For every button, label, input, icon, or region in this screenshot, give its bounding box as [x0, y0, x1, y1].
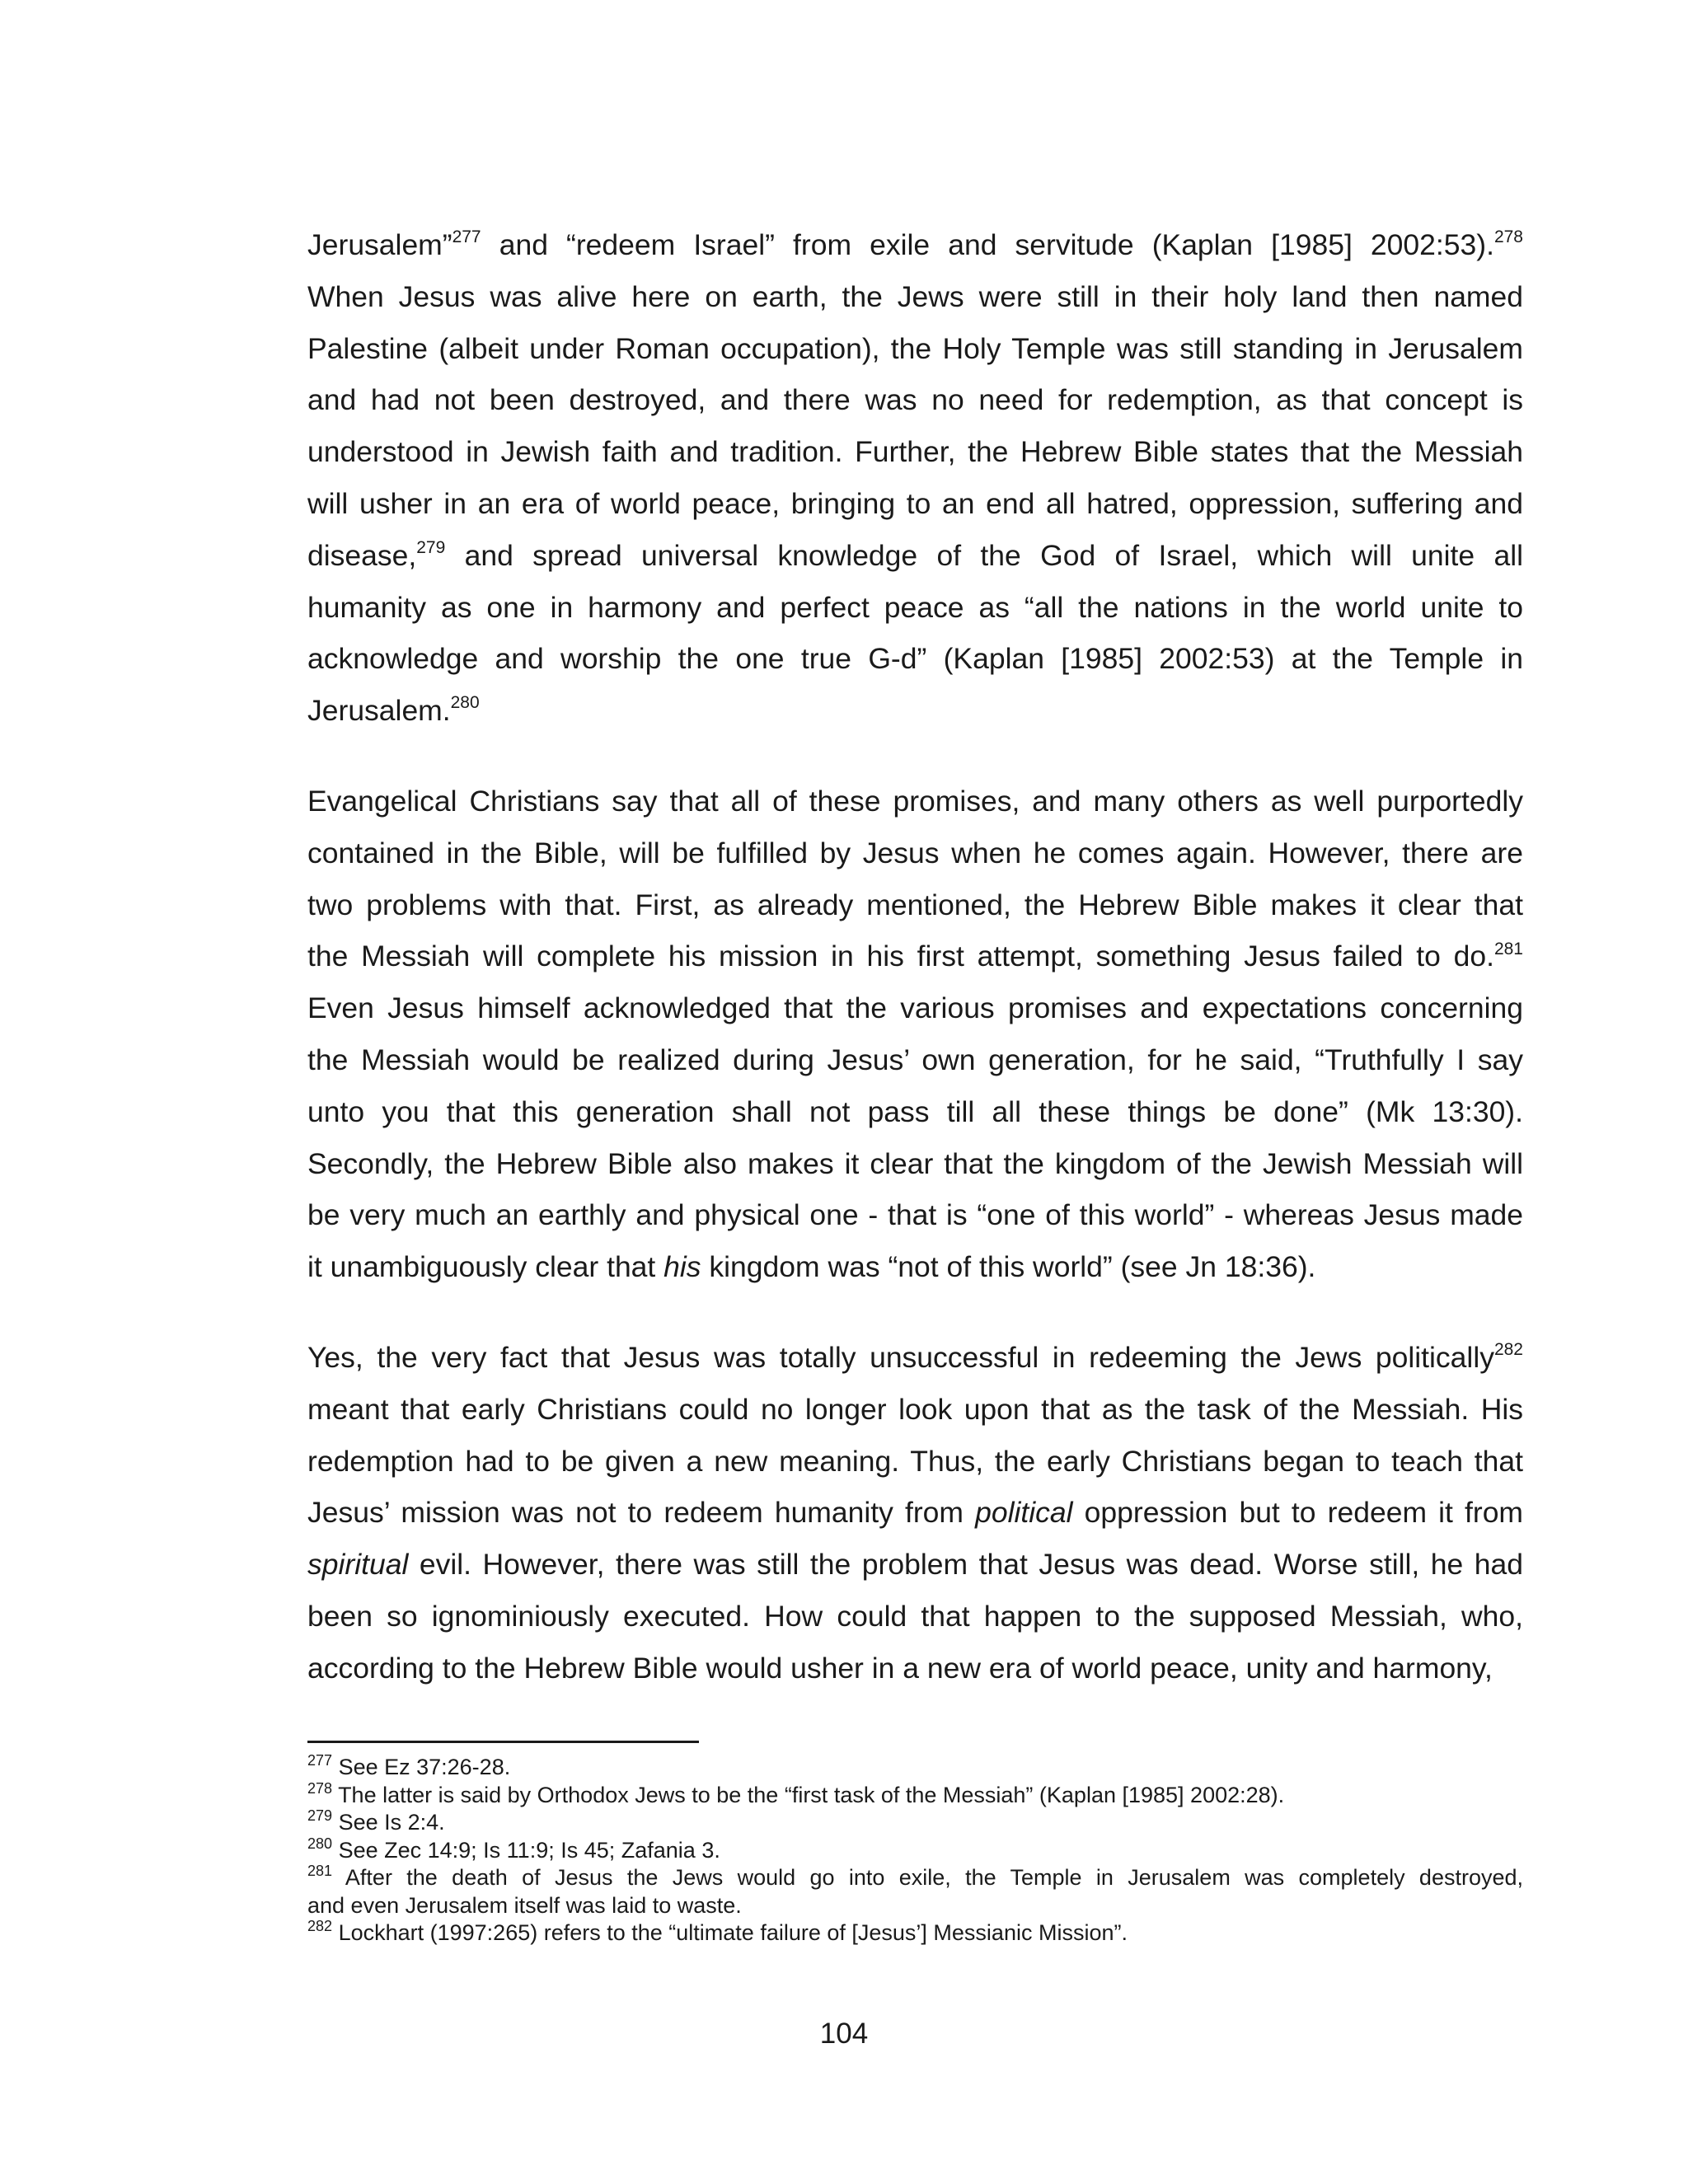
text-run: Jerusalem” — [307, 228, 452, 261]
footnote-number: 280 — [307, 1835, 333, 1852]
footnote-number: 277 — [307, 1752, 333, 1769]
footnote-line — [307, 1919, 1523, 1947]
text-run: When Jesus was alive here on earth, the Jews were still in their holy land then named — [307, 279, 1523, 313]
text-run: humanity as one in harmony and perfect peace as “all the nations in the world unite to — [307, 590, 1523, 624]
text-line — [307, 1539, 1523, 1591]
footnote-line — [307, 1837, 1523, 1865]
footnote-text: After the death of Jesus the Jews would go into exile, the Temple in Jerusalem was completely destroyed, — [345, 1865, 1524, 1890]
footnote-reference: 279 — [416, 537, 446, 557]
footnote-text: See Zec 14:9; Is 11:9; Is 45; Zafania 3. — [338, 1837, 720, 1863]
footnote-number: 282 — [307, 1918, 333, 1934]
footnote-line — [307, 1864, 1523, 1892]
page-number: 104 — [819, 2018, 869, 2050]
text-run: Jerusalem. — [307, 694, 451, 728]
text-run: two problems with that. First, as already mentioned, the Hebrew Bible makes it clear that — [307, 888, 1523, 921]
text-line — [307, 1643, 1523, 1694]
text-run: be very much an earthly and physical one - that is “one of this world” - whereas Jesus made — [307, 1198, 1523, 1232]
footnote-text: Lockhart (1997:265) refers to the “ultimate failure of [Jesus’] Messianic Mission”. — [338, 1920, 1128, 1945]
text-run: and had not been destroyed, and there was no need for redemption, as that concept is — [307, 383, 1523, 417]
text-line — [307, 1034, 1523, 1086]
footnotes — [307, 1754, 1523, 1947]
paragraph — [307, 1332, 1523, 1694]
text-line — [307, 1591, 1523, 1643]
text-run: Palestine (albeit under Roman occupation), the Holy Temple was still standing in Jerusalem — [307, 331, 1523, 365]
text-line — [307, 478, 1523, 530]
text-run: Even Jesus himself acknowledged that the various promises and expectations concerning — [307, 991, 1523, 1025]
footnote-reference: 282 — [1493, 1340, 1523, 1360]
text-line — [307, 1332, 1523, 1384]
footnote-line — [307, 1892, 1523, 1920]
text-line — [307, 982, 1523, 1034]
text-line — [307, 879, 1523, 931]
text-run: the Messiah would be realized during Jesus’ own generation, for he said, “Truthfully I say — [307, 1043, 1523, 1076]
footnote-text: The latter is said by Orthodox Jews to be the “first task of the Messiah” (Kaplan [1985] 2002:28). — [338, 1782, 1285, 1807]
text-run: Jesus’ mission was not to redeem humanity from — [307, 1496, 976, 1530]
footnote — [307, 1779, 1523, 1810]
footnote — [307, 1919, 1523, 1947]
footnote-line — [307, 1779, 1523, 1810]
text-line — [307, 776, 1523, 827]
text-run: contained in the Bible, will be fulfilled by Jesus when he comes again. However, there are — [307, 836, 1523, 869]
text-line — [307, 1487, 1523, 1539]
text-line — [307, 1086, 1523, 1138]
text-run: been so ignominiously executed. How could that happen to the supposed Messiah, who, — [307, 1599, 1523, 1633]
text-run: meant that early Christians could no longer look upon that as the task of the Messiah. His — [307, 1392, 1523, 1426]
text-run: redemption had to be given a new meaning. Thus, the early Christians began to teach that — [307, 1444, 1523, 1478]
footnote-reference: 277 — [452, 227, 481, 247]
text-line — [307, 1436, 1523, 1488]
text-run: it unambiguously clear that — [307, 1250, 664, 1284]
footnote — [307, 1837, 1523, 1865]
emphasis-text: his — [663, 1250, 701, 1284]
text-line — [307, 685, 1523, 737]
text-line — [307, 1384, 1523, 1436]
footnote-text: and even Jerusalem itself was laid to waste. — [307, 1892, 742, 1918]
footnote-number: 281 — [307, 1863, 333, 1879]
text-line — [307, 219, 1523, 271]
footnote-reference: 280 — [450, 693, 480, 713]
footnote-text: See Ez 37:26-28. — [338, 1755, 511, 1779]
footnote-number: 279 — [307, 1807, 333, 1824]
paragraph — [307, 219, 1523, 737]
text-run: Secondly, the Hebrew Bible also makes it clear that the kingdom of the Jewish Messiah will — [307, 1146, 1523, 1180]
footnote — [307, 1864, 1523, 1919]
text-run: according to the Hebrew Bible would usher in a new era of world peace, unity and harmony, — [307, 1651, 1493, 1685]
footnote — [307, 1754, 1523, 1782]
text-line — [307, 1189, 1523, 1241]
text-run: kingdom was “not of this world” (see Jn 18:36). — [701, 1250, 1316, 1284]
emphasis-text: political — [975, 1496, 1073, 1530]
text-run: and spread universal knowledge of the God of Israel, which will unite all — [445, 538, 1523, 572]
footnote-text: See Is 2:4. — [338, 1810, 445, 1835]
text-line — [307, 827, 1523, 879]
footnote-reference: 281 — [1493, 939, 1523, 958]
text-run: the Messiah will complete his mission in his first attempt, something Jesus failed to do. — [307, 940, 1494, 973]
text-line — [307, 1138, 1523, 1190]
emphasis-text: spiritual — [307, 1548, 409, 1582]
text-line — [307, 271, 1523, 323]
text-run: Evangelical Christians say that all of these promises, and many others as well purportedly — [307, 784, 1523, 818]
text-line — [307, 582, 1523, 634]
text-run: oppression but to redeem it from — [1072, 1496, 1524, 1530]
text-run: understood in Jewish faith and tradition. Further, the Hebrew Bible states that the Messiah — [307, 435, 1523, 469]
footnote-separator — [307, 1741, 699, 1743]
text-run: Yes, the very fact that Jesus was totally unsuccessful in redeeming the Jews politically — [307, 1340, 1494, 1374]
text-run: acknowledge and worship the one true G-d” (Kaplan [1985] 2002:53) at the Temple in — [307, 642, 1523, 676]
body-text — [307, 219, 1523, 1694]
text-line — [307, 530, 1523, 582]
text-line — [307, 1241, 1523, 1293]
paragraph — [307, 776, 1523, 1293]
text-line — [307, 374, 1523, 426]
text-line — [307, 426, 1523, 478]
text-line — [307, 633, 1523, 685]
text-line — [307, 930, 1523, 982]
footnote-reference: 278 — [1493, 227, 1523, 247]
text-run: disease, — [307, 538, 417, 572]
footnote-line — [307, 1809, 1523, 1837]
text-run: unto you that this generation shall not pass till all these things be done” (Mk 13:30). — [307, 1094, 1523, 1128]
text-run: will usher in an era of world peace, bringing to an end all hatred, oppression, suffering and — [307, 486, 1523, 520]
footnote-number: 278 — [307, 1779, 333, 1797]
text-run: and “redeem Israel” from exile and servitude (Kaplan [1985] 2002:53). — [481, 228, 1494, 261]
footnote — [307, 1809, 1523, 1837]
text-run: evil. However, there was still the problem that Jesus was dead. Worse still, he had — [408, 1548, 1523, 1582]
text-line — [307, 323, 1523, 375]
footnote-line — [307, 1754, 1523, 1782]
